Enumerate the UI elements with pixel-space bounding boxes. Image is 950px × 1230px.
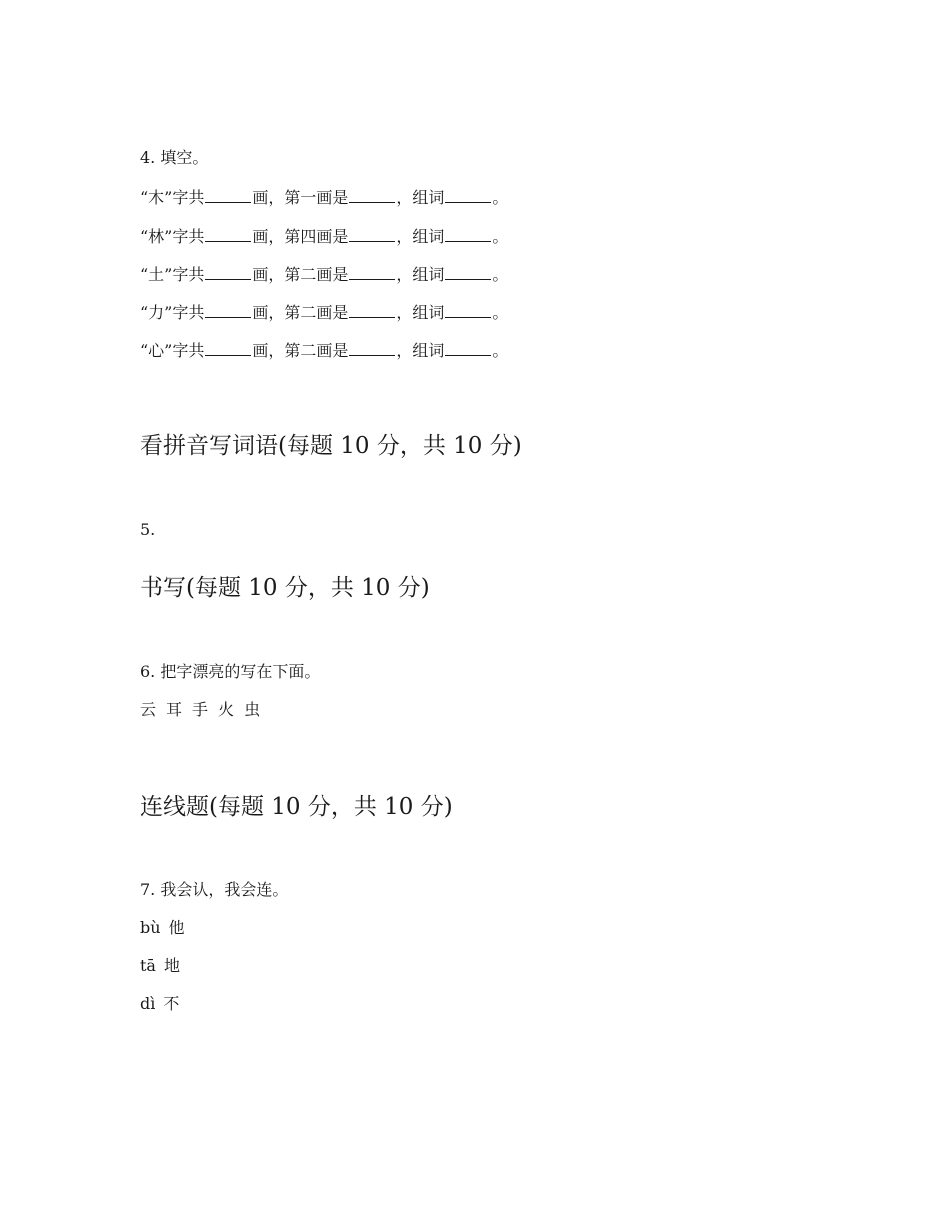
q7-pair-3	[140, 994, 179, 1014]
q7-char[interactable]: 地	[163, 956, 180, 975]
section-title-pinyin: 看拼音写词语(每题 10 分，共 10 分)	[140, 433, 522, 459]
q4-prompt: 4. 填空。	[140, 148, 209, 167]
section-title-matching: 连线题(每题 10 分，共 10 分)	[140, 794, 453, 820]
q4-row-text: ，组词	[396, 265, 445, 284]
q4-row-1	[140, 186, 508, 208]
q4-row-5	[140, 339, 508, 361]
fill-blank[interactable]	[205, 186, 251, 203]
fill-blank[interactable]	[349, 186, 395, 203]
fill-blank[interactable]	[349, 339, 395, 356]
q6-char: 云	[140, 700, 157, 719]
q4-row-text: ，组词	[396, 341, 445, 360]
q4-row-text: ，组词	[396, 227, 445, 246]
q4-row-end: 。	[492, 265, 509, 284]
q7-pinyin[interactable]: tā	[140, 956, 156, 975]
fill-blank[interactable]	[445, 225, 491, 242]
q4-row-text: 画，第一画是	[252, 188, 349, 207]
q7-pair-1	[140, 918, 185, 938]
section-title-writing: 书写(每题 10 分，共 10 分)	[140, 575, 430, 601]
fill-blank[interactable]	[205, 263, 251, 280]
q7-pair-2	[140, 956, 180, 976]
q4-row-end: 。	[492, 341, 509, 360]
q7-prompt: 7. 我会认，我会连。	[140, 880, 289, 899]
q4-row-char: “心”字共	[140, 341, 205, 360]
q6-char: 虫	[244, 700, 261, 719]
fill-blank[interactable]	[349, 301, 395, 318]
q5-prompt: 5.	[140, 520, 156, 539]
fill-blank[interactable]	[445, 339, 491, 356]
q6-char: 耳	[166, 700, 183, 719]
fill-blank[interactable]	[205, 339, 251, 356]
fill-blank[interactable]	[349, 225, 395, 242]
q4-row-end: 。	[492, 188, 509, 207]
q6-prompt: 6. 把字漂亮的写在下面。	[140, 662, 321, 681]
q4-row-char: “力”字共	[140, 303, 205, 322]
q4-row-4	[140, 301, 508, 323]
q4-row-3	[140, 263, 508, 285]
q4-row-text: ，组词	[396, 188, 445, 207]
fill-blank[interactable]	[445, 263, 491, 280]
q6-char: 手	[192, 700, 209, 719]
fill-blank[interactable]	[349, 263, 395, 280]
fill-blank[interactable]	[205, 225, 251, 242]
q7-pinyin[interactable]: dì	[140, 994, 156, 1013]
q4-row-text: 画，第二画是	[252, 303, 349, 322]
fill-blank[interactable]	[205, 301, 251, 318]
q7-char[interactable]: 不	[163, 994, 180, 1013]
fill-blank[interactable]	[445, 186, 491, 203]
q6-char-list	[140, 700, 270, 720]
q4-row-char: “木”字共	[140, 188, 205, 207]
q4-row-char: “林”字共	[140, 227, 205, 246]
q7-char[interactable]: 他	[168, 918, 185, 937]
q4-row-text: 画，第四画是	[252, 227, 349, 246]
fill-blank[interactable]	[445, 301, 491, 318]
q4-row-char: “土”字共	[140, 265, 205, 284]
q4-row-text: 画，第二画是	[252, 341, 349, 360]
q4-row-end: 。	[492, 227, 509, 246]
q4-row-2	[140, 225, 508, 247]
q4-row-text: 画，第二画是	[252, 265, 349, 284]
q4-row-text: ，组词	[396, 303, 445, 322]
q7-pinyin[interactable]: bù	[140, 918, 161, 937]
q6-char: 火	[218, 700, 235, 719]
q4-row-end: 。	[492, 303, 509, 322]
